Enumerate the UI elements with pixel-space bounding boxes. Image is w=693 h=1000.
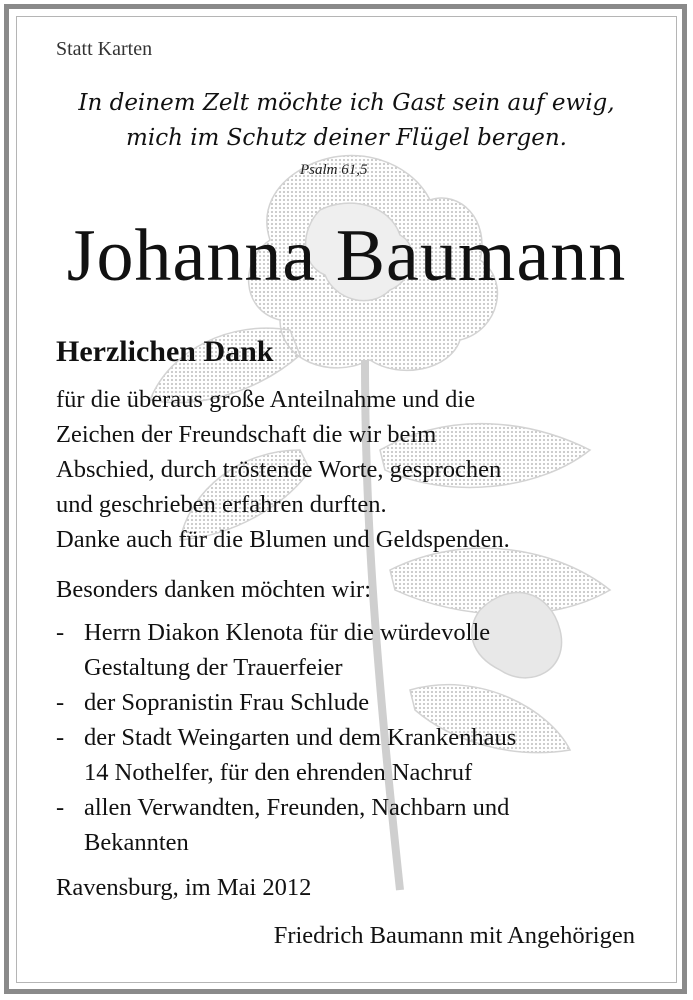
thanks-line: Zeichen der Freundschaft die wir beim (56, 421, 437, 448)
thanks-line: Danke auch für die Blumen und Geldspenden. (56, 526, 510, 553)
list-item-line: der Stadt Weingarten und dem Krankenhaus (84, 724, 517, 751)
quote-line-2: mich im Schutz deiner Flügel bergen. (126, 125, 567, 151)
thanks-line: für die überaus große Anteilnahme und die (56, 386, 476, 413)
list-item-line: 14 Nothelfer, für den ehrenden Nachruf (84, 759, 473, 786)
place-date: Ravensburg, im Mai 2012 (56, 874, 312, 901)
bullet-dash: - (56, 689, 65, 716)
bullet-dash: - (56, 724, 65, 751)
special-thanks-intro: Besonders danken möchten wir: (56, 576, 372, 603)
statt-karten-label: Statt Karten (56, 38, 153, 60)
thanks-line: Abschied, durch tröstende Worte, gesprochen (56, 456, 502, 483)
list-item-line: Gestaltung der Trauerfeier (84, 654, 343, 681)
list-item (56, 685, 656, 720)
list-item (56, 790, 656, 860)
special-thanks-list (56, 615, 656, 860)
quote-line-1: In deinem Zelt möchte ich Gast sein auf ewig, (78, 90, 615, 116)
list-item-line: Bekannten (84, 829, 189, 856)
deceased-name: Johanna Baumann (66, 215, 627, 297)
bullet-dash: - (56, 619, 65, 646)
list-item-line: Herrn Diakon Klenota für die würdevolle (84, 619, 491, 646)
thanks-heading: Herzlichen Dank (56, 335, 274, 368)
psalm-quote (0, 86, 693, 156)
bullet-dash: - (56, 794, 65, 821)
list-item-line: der Sopranistin Frau Schlude (84, 689, 370, 716)
thanks-body (56, 382, 656, 557)
psalm-reference: Psalm 61,5 (300, 162, 368, 178)
signature-line: Friedrich Baumann mit Angehörigen (273, 922, 635, 949)
list-item-line: allen Verwandten, Freunden, Nachbarn und (84, 794, 510, 821)
list-item (56, 615, 656, 685)
thanks-line: und geschrieben erfahren durften. (56, 491, 387, 518)
list-item (56, 720, 656, 790)
